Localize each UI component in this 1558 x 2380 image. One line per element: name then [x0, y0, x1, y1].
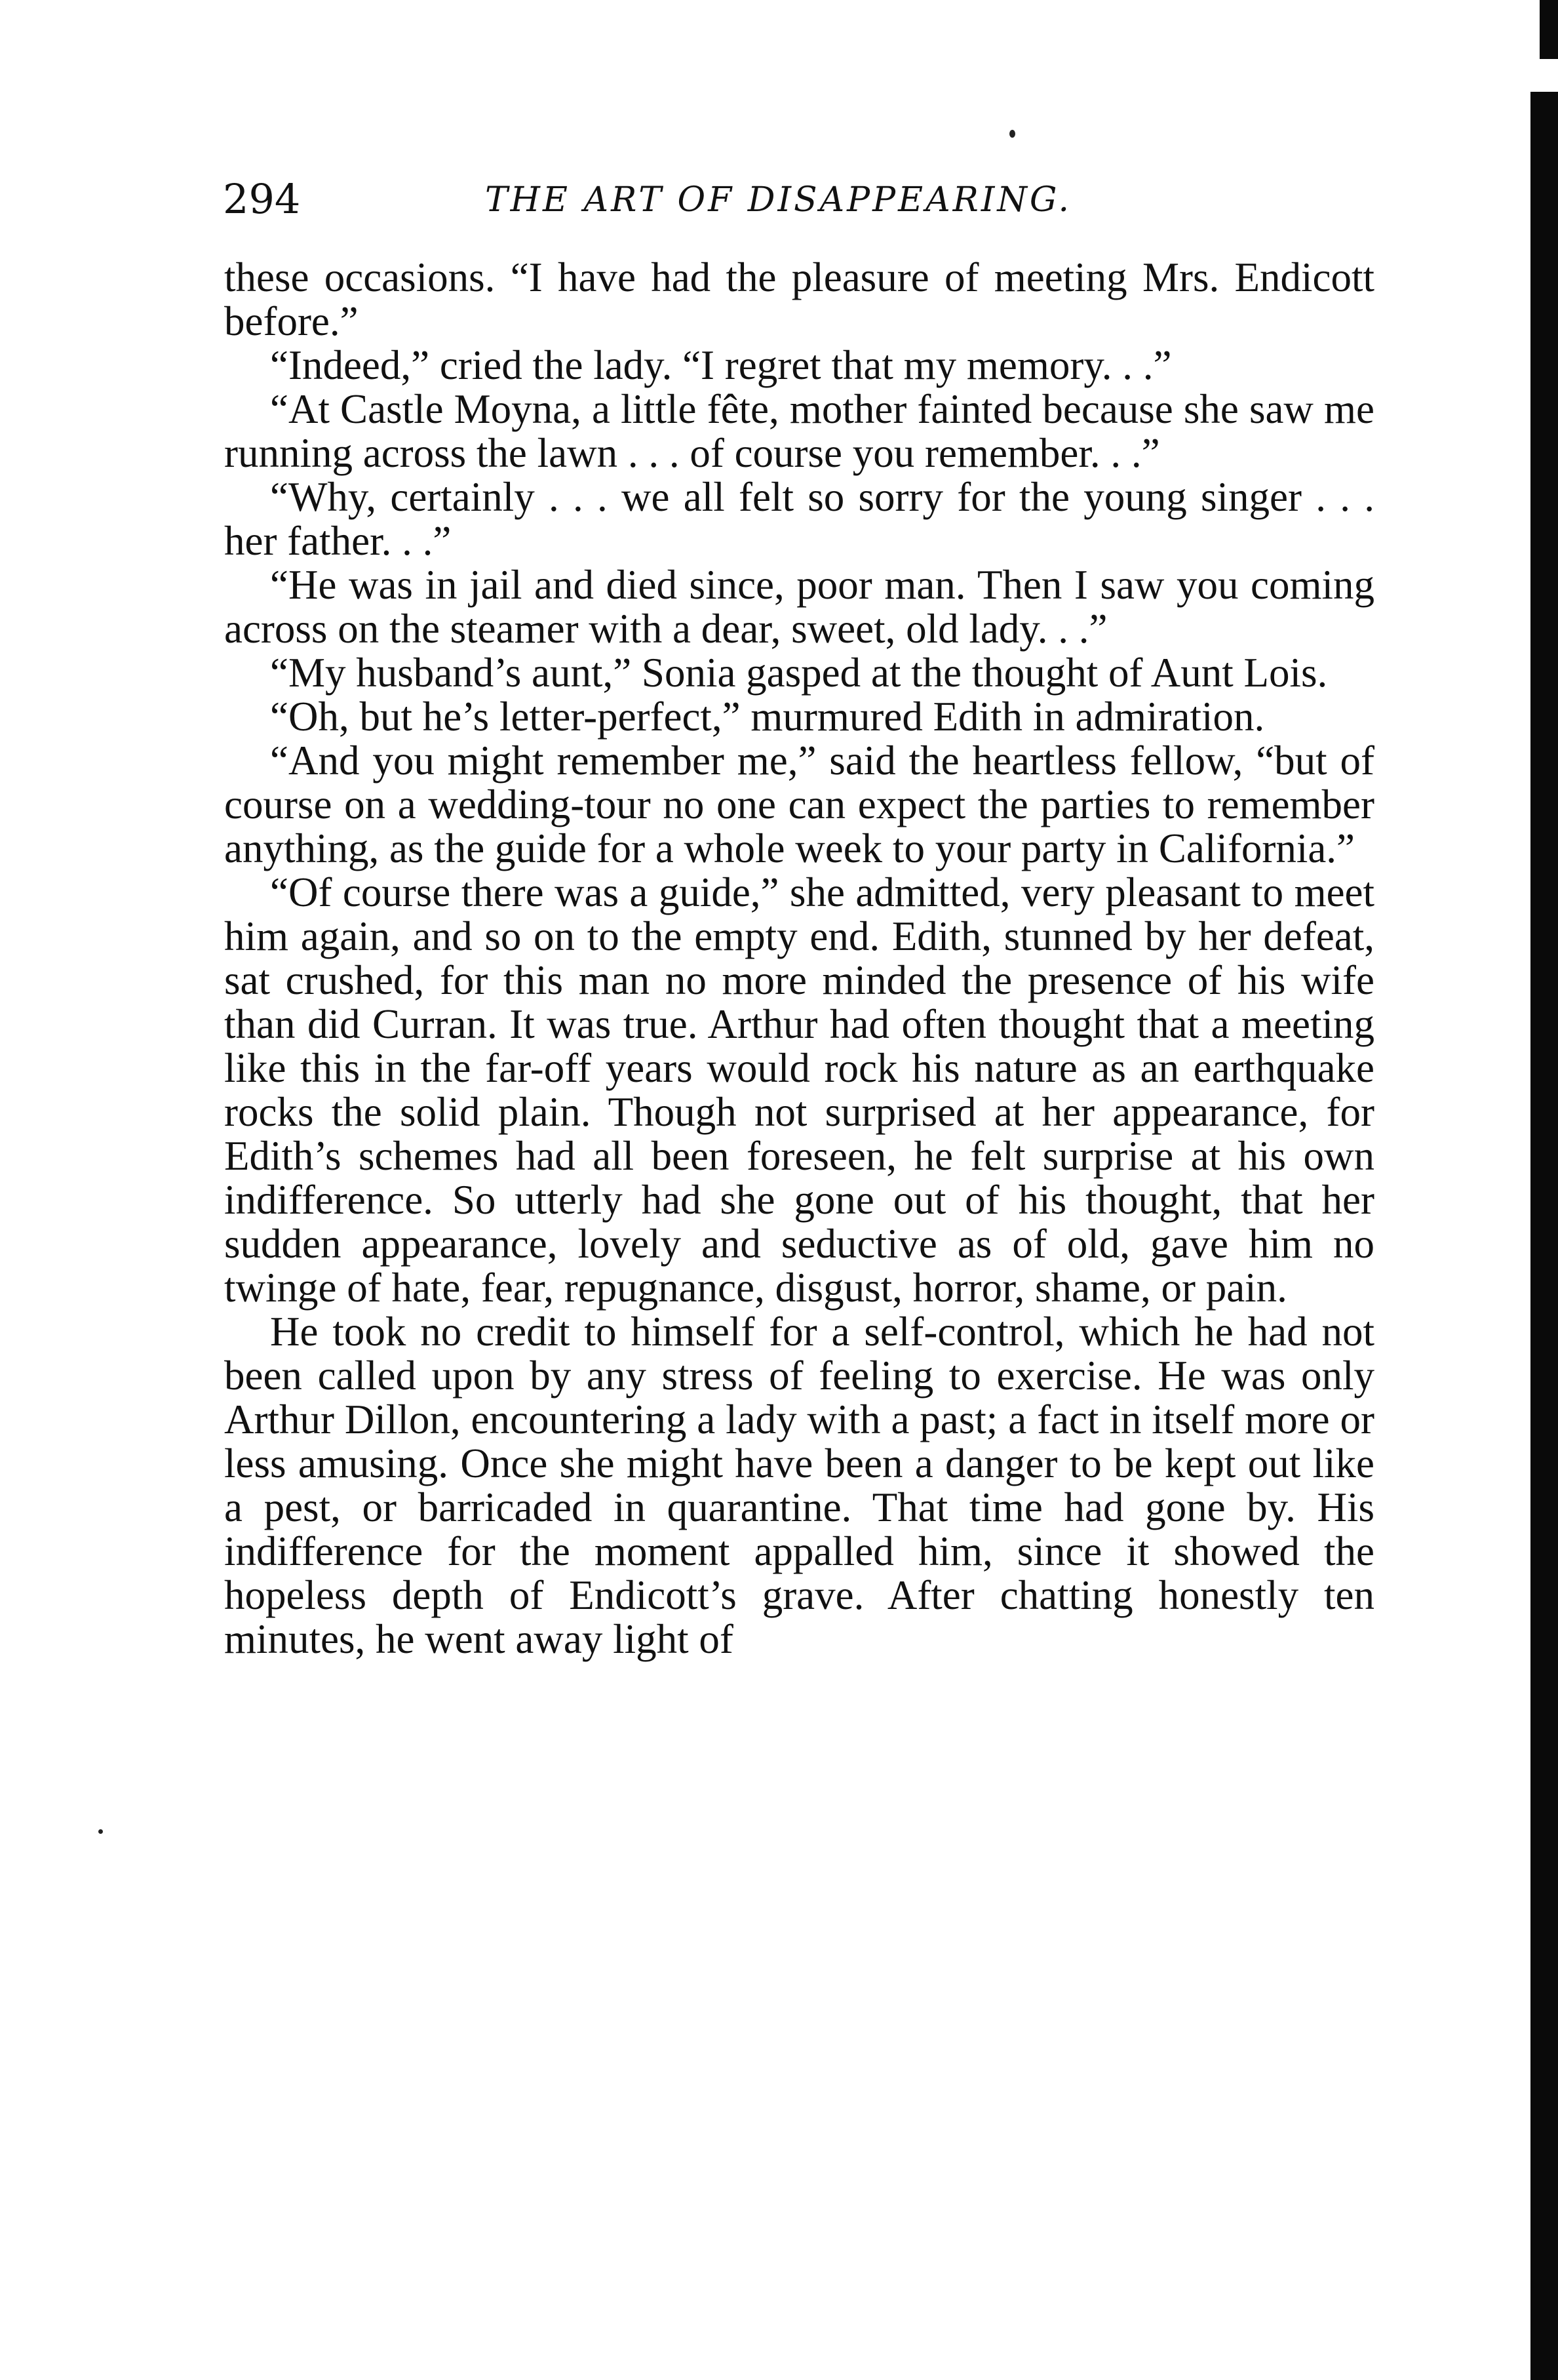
- paragraph: “Indeed,” cried the lady. “I regret that my memory. . .”: [270, 342, 1172, 388]
- paragraph: “My husband’s aunt,” Sonia gasped at the thought of Aunt Lois.: [270, 650, 1328, 696]
- ink-speck: [98, 1829, 103, 1834]
- paragraph: “Oh, but he’s letter-perfect,” murmured Edith in admiration.: [270, 694, 1265, 740]
- page-number: 294: [223, 175, 301, 223]
- paragraph: “Why, certainly . . . we all felt so sorry for the young singer . . . her father. . .”: [224, 474, 1374, 564]
- paragraph: “And you might remember me,” said the heartless fellow, “but of course on a wedding-tour no one can expect the parties to remember anything, as the guide for a whole week to your party in California.”: [224, 738, 1374, 871]
- page-edge-shadow: [1530, 92, 1558, 2380]
- page-edge-notch: [1540, 0, 1558, 59]
- paragraph: “He was in jail and died since, poor man. Then I saw you coming across on the steamer with a dear, sweet, old lady. . .”: [224, 562, 1374, 652]
- paragraph: He took no credit to himself for a self-control, which he had not been called upon by any stress of feeling to exercise. He was only Arthur Dillon, encountering a lady with a past; a fact in itself more or less amusing. Once she might have been a danger to be kept out like a pest, or barricaded in quarantine. That time had gone by. His indifference for the moment appalled him, since it showed the hopeless depth of Endicott’s grave. After chatting honestly ten minutes, he went away light of: [224, 1309, 1374, 1662]
- paragraph: these occasions. “I have had the pleasure of meeting Mrs. Endicott before.”: [224, 254, 1374, 344]
- paragraph: “Of course there was a guide,” she admitted, very pleasant to meet him again, and so on to the empty end. Edith, stunned by her defeat, sat crushed, for this man no more minded the presence of his wife than did Curran. It was true. Arthur had often thought that a meeting like this in the far-off years would rock his nature as an earthquake rocks the solid plain. Though not surprised at her appearance, for Edith’s schemes had all been foreseen, he felt surprise at his own indifference. So utterly had she gone out of his thought, that her sudden appearance, lovely and seductive as of old, gave him no twinge of hate, fear, repugnance, disgust, horror, shame, or pain.: [224, 869, 1374, 1311]
- ink-speck: [1009, 130, 1015, 138]
- body-text: [224, 256, 1374, 1661]
- paragraph: “At Castle Moyna, a little fête, mother fainted because she saw me running across the lawn . . . of course you remember. . .”: [224, 386, 1374, 476]
- running-title: THE ART OF DISAPPEARING.: [485, 180, 1072, 220]
